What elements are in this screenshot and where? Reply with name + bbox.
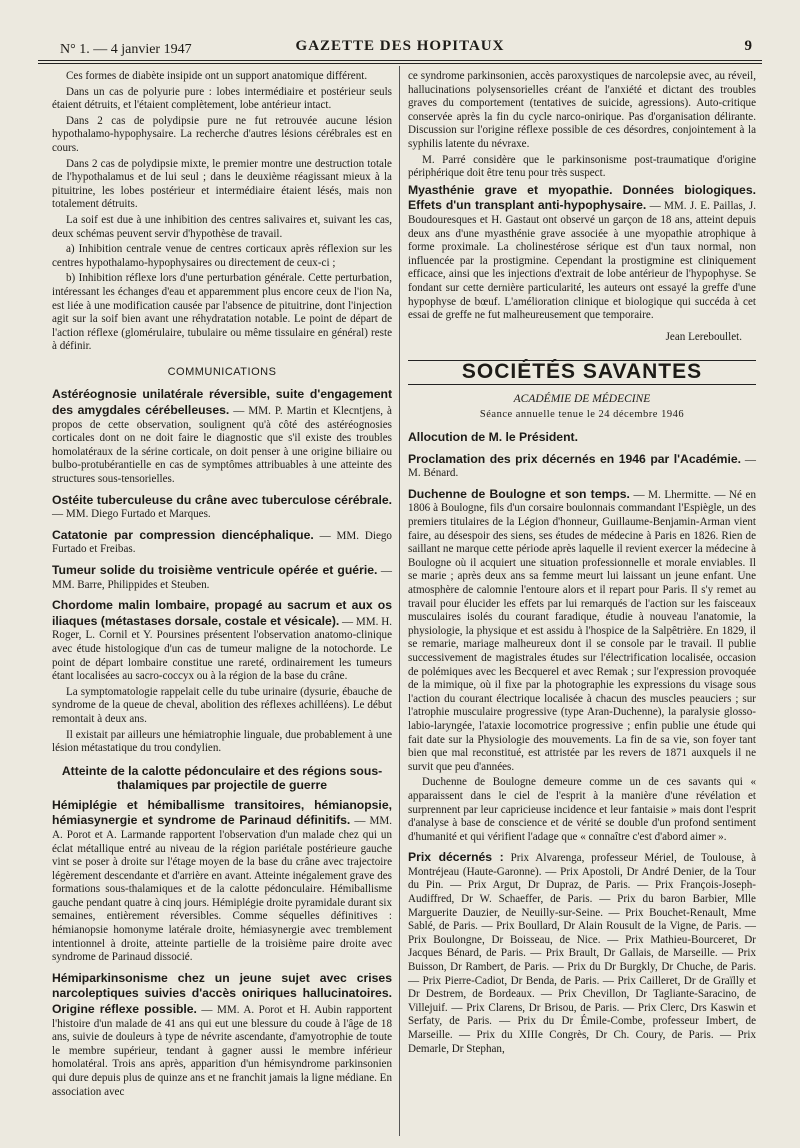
article-title: Catatonie par compression diencéphalique. (52, 527, 314, 542)
article-body: — MM. Barre, Philippides et Steuben. (52, 565, 392, 591)
paragraph: Dans 2 cas de polydipsie pure ne fut retrouvée aucune lésion hypothalamo-hypophysaire. La recherche d'autres lésions cérébrales est en cours. (52, 114, 392, 154)
paragraph: La soif est due à une inhibition des centres salivaires et, suivant les cas, deux schémas peuvent servir d'hypothèse de travail. (52, 213, 392, 240)
academy-heading: ACADÉMIE DE MÉDECINE (513, 392, 651, 405)
paragraph: Dans un cas de polyurie pure : lobes intermédiaire et postérieur seuls étaient détruits, et l'étaient complètement, lobe antérieur intact. (52, 85, 392, 112)
paragraph: Il existait par ailleurs une hémiatrophie linguale, due probablement à une lésion métastatique du trou condylien. (52, 728, 392, 755)
article-body: Prix Alvarenga, professeur Mériel, de Toulouse, à Montréjeau (Haute-Garonne). — Prix Apostoli, Dr André Denier, de la Tour du Pin. — Prix Argut, Dr Dupraz, de Paris. — Prix François-Joseph-Audiffred, Dr W. Schaeffer, de Paris. — Prix du baron Barbier, Mlle Marguerite Dauzier, de Neuilly-sur-Seine. — Prix Bouchet-Renault, Mme Sablé, de Paris. — Prix Boullard, Dr Alain Rousult de la Vigne, de Paris. — Prix Boulongne, Dr Boisseau, de Nice. — Prix Mathieu-Bourceret, Dr Jacques Bénard, de Paris. — Prix Brault, Dr Gallais, de Marseille. — Prix Buisson, Dr Rambert, de Paris. — Prix du Dr Burgkly, Dr Chuche, de Paris. — Prix Pierre-Cadiot, Dr Benda, de Paris. — Prix Cailleret, Dr de Graïlly et Dr Destrem, de Bordeaux. — Prix Chevillon, Dr Tagliante-Saracino, de Villejuif. — Prix Clarens, Dr Brisou, de Paris. — Prix Clerc, Drs Kaswin et Serfaty, de Paris. — Prix du Dr Émile-Combe, professeur Imbert, de Marseille. — Prix du XIIIe Congrès, Dr Ch. Coury, de Paris. — Prix Demarle, Dr Stephan, (408, 852, 756, 1055)
article-body: — MM. H. Roger, L. Cornil et Y. Poursines présentent l'observation anatomo-clinique avec étude histologique d'un cas de tumeur maligne de la notochorde. Le point de départ lombaire constitue une rareté, ordinairement les tumeurs étant localisées au sacro-coccyx ou à la région de la base du crâne. (52, 615, 392, 683)
article-body: — MM. P. Martin et Klecntjens, à propos de cette observation, soulignent qu'à côté des astéréognosies corticales dont on ne doit faire le diagnostic que s'il existe des troubles homolatéraux de la sérine corticale, on doit penser à une origine biliaire ou bulbo-protubérantielle en cas de symptômes attribuables à une atteinte des structures sous-tensorielles. (52, 405, 392, 486)
journal-title: GAZETTE DES HOPITAUX (295, 38, 505, 54)
left-column (52, 70, 392, 1101)
article-body: — MM. Diego Furtado et Marques. (52, 508, 211, 521)
page-number: 9 (744, 38, 752, 54)
author-signature: Jean Lereboullet. (665, 330, 742, 343)
paragraph: b) Inhibition réflexe lors d'une perturbation générale. Cette perturbation, intéressant les échanges d'eau et apparemment plus encore ceux de l'ion Na, est liée à une modification causée par l'absence de pituitrine, dont l'injection agit sur la soif bien avant une réhydratation notable. Le point de départ de l'action réflexe (glomérulaire, tubulaire ou même tissulaire en général) reste à définir. (52, 272, 392, 353)
article-title: Hémiparkinsonisme chez un jeune sujet avec crises narcoleptiques suivies d'accès oniriques hallucinatoires. Origine réflexe possible. (52, 970, 392, 1017)
article-title: Hémiplégie et hémiballisme transitoires, hémianopsie, hémiasynergie et syndrome de Parinaud définitifs. (52, 797, 392, 828)
article-title: Prix décernés : (408, 850, 504, 865)
header-rule-2 (38, 63, 762, 64)
section-heading-communications: COMMUNICATIONS (167, 365, 277, 378)
right-column (408, 70, 756, 1058)
paragraph: Duchenne de Boulogne demeure comme un de ces savants qui « apparaissent dans le ciel de l'esprit à la manière d'une révélation et surprennent par leur capricieuse incidence et leur fantaisie » mais dont l'esprit d'analyse à base de conscience et de vérité se double d'un profond sentiment d'humanité et qui vérifient l'adage que « connaître c'est d'abord aimer ». (408, 776, 756, 843)
article-title: Chordome malin lombaire, propagé au sacrum et aux os iliaques (métastases dorsale, costale et vésicale). (52, 598, 392, 628)
paragraph: ce syndrome parkinsonien, accès paroxystiques de narcolepsie avec, au réveil, hallucinations polysensorielles créant de l'anxiété et dictant des troubles graves du comportement (tentatives de suicide, agressions). Auto-critique conservée après la fin du cycle narco-onirique. Pas d'organisation délirante. Discussion sur l'origine réflexe possible de ces désordres, conjointement à la syphilis latente du névraxe. (408, 70, 756, 150)
section-banner (408, 360, 756, 385)
header-rule (38, 60, 762, 61)
article-title: Ostéite tuberculeuse du crâne avec tuberculose cérébrale. (52, 492, 392, 507)
article-title-centered: Atteinte de la calotte pédonculaire et des régions sous-thalamiques par projectile de guerre (61, 763, 383, 792)
article-body: — MM. Diego Furtado et Freibas. (52, 529, 392, 556)
article-body: — MM. A. Porot et H. Aubin rapportent l'histoire d'un malade de 41 ans qui eut une blessure du coude à l'âge de 18 ans, suivie de douleurs à type de névrite ascendante, d'amyotrophie de toute le membre supérieur, tendant à gagner aussi le membre inférieur homolatéral. Trois ans après, apparition d'un hémisyndrome parkinsonien qui dure depuis plus de quinze ans et ne franchit jamais la ligne médiane. En association avec (52, 1004, 392, 1098)
article-title: Proclamation des prix décernés en 1946 par l'Académie. (408, 451, 742, 466)
paragraph: Ces formes de diabète insipide ont un support anatomique différent. (66, 70, 368, 82)
paragraph: La symptomatologie rappelait celle du tube urinaire (dysurie, ébauche de syndrome de la queue de cheval, abolition des réflexes achilléens). Le début remontait à deux ans. (52, 685, 392, 725)
article-body: — MM. A. Porot et A. Larmande rapportent l'observation d'un malade chez qui un éclat métallique entré au niveau de la région pariétale postérieure gauche vint se poser à droite sur l'étage moyen de la base du crâne avec trajectoire légèrement descendante et d'arrière en avant. Atteinte inégalement grave des formations sous-thalamiques et de la calotte pédonculaire. Hémiballisme gauche pendant quatre à cinq jours. Hémiplégie droite pyramidale durant six semaines, entièrement réversibles. Comme séquelles définitives : hémianopsie homonyme latérale droite, hémiasynergie avec tremblement intentionnel à droite, atteinte partielle de la troisième paire droite avec syndrome de Parinaud dissocié. (52, 815, 393, 964)
article-body: — M. Lhermitte. — Né en 1806 à Boulogne, fils d'un corsaire boulonnais commandant l'Espiègle, un des premiers titulaires de la Légion d'honneur, Guillaume-Benjamin-Arman vient faire, au désespoir des siens, ses études de médecine à Paris en 1826. Rien de saillant ne marque cette période après laquelle il revient exercer la médecine à Boulogne où il acquiert une situation professionnelle et morale enviables. Il se marie ; après deux ans sa femme meurt lui laissant un jeune enfant. Une atmosphère de calomnie l'entoure alors et il repart pour Paris. Il s'y remet au travail pour élucider les effets par lui remarqués de l'action sur les faisceaux musculaires isolés du courant faradique, étudie à nouveau l'anatomie, la physiologie, la physique et est assidu à l'hospice de la Salpêtrière. En 1829, il se remarie, mariage malheureux dont il se console par le travail. Il publie successivement de magistrales études sur l'électrification localisée, occasion de polémiques avec les Becquerel et avec Remak ; sur l'expression provoquée de la mimique, où il fixe par la photographie les expressions du visage sous l'action du courant électrique localisée à chacun des muscles peauciers ; sur l'atrophie musculaire progressive (type Aran-Duchenne), la paralysie glosso-labio-laryngée, l'ataxie locomotrice progressive ; enfin publie une étude qui fait date sur la Physiologie des mouvements. La fin de sa vie, son foyer tant bien que mal reconstitué, est attristée par les revers de 1871 auxquels il ne survit que peu d'années. (408, 488, 756, 773)
article-title: Tumeur solide du troisième ventricule opérée et guérie. (52, 563, 378, 577)
issue-date: N° 1. — 4 janvier 1947 (60, 42, 192, 57)
banner-title: SOCIÉTÉS SAVANTES (461, 360, 703, 384)
article-body: — M. Bénard. (408, 453, 756, 480)
paragraph: Dans 2 cas de polydipsie mixte, le premier montre une destruction totale de l'hypothalamus et de lui seul ; dans le deuxième réagissant mieux à la pituitrine, les lobes postérieur et intermédiaire étaient lésés, mais non totalement détruits. (52, 157, 392, 211)
article-title: Allocution de M. le Président. (408, 430, 578, 445)
article-body: — MM. J. E. Paillas, J. Boudouresques et H. Gastaut ont observé un garçon de 18 ans, atteint depuis deux ans d'une myasthénie grave associée à une myopathie atrophique à forme proximale. La cholinestérose sérique est d'un taux normal, non influencée par la prostigmine. Cependant la prostigmine est cliniquement efficace, ainsi que les injections d'extrait de lobe antérieur de l'hypophyse. Se fondant sur cette dernière particularité, les auteurs ont essayé la greffe d'une hypophyse de bœuf. L'amélioration clinique et biologique qui succéda à cet essai de greffe ne fut malheureusement que temporaire. (408, 200, 756, 322)
session-heading: Séance annuelle tenue le 24 décembre 1946 (479, 409, 685, 421)
paragraph: M. Parré considère que le parkinsonisme post-traumatique d'origine périphérique doit être tenu pour très suspect. (408, 153, 756, 180)
paragraph: a) Inhibition centrale venue de centres corticaux après réflexion sur les centres hypothalamo-hypophysaires ou directement de ceux-ci ; (52, 243, 392, 269)
article-title: Duchenne de Boulogne et son temps. (408, 486, 630, 501)
article-title: Myasthénie grave et myopathie. Données biologiques. Effets d'un transplant anti-hypophysaire. (408, 182, 756, 213)
page-header (38, 36, 762, 62)
column-divider (399, 66, 400, 1136)
article-title: Astéréognosie unilatérale réversible, suite d'engagement des amygdales cérébelleuses. (52, 387, 392, 418)
